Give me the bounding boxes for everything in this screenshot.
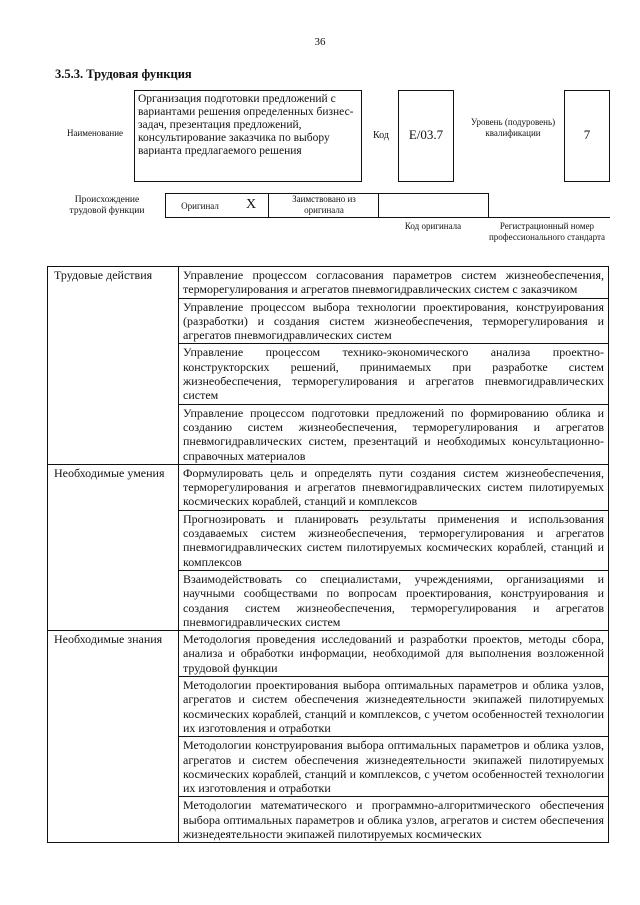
level-box xyxy=(564,90,610,182)
items-cell xyxy=(179,464,609,630)
origin-divider-2 xyxy=(378,193,379,218)
list-item: Методология проведения исследований и разработки проектов, методы сбора, анализа и обработки информации, необходимой для выполнения возложенной трудовой функции xyxy=(183,632,604,675)
list-item: Управление процессом подготовки предложений по формированию облика и созданию систем жизнеобеспечения, терморегулирования и агрегатов пневмогидравлических систем, презентаций и необходимых консультационно-справочных материалов xyxy=(179,404,608,464)
level-label: Уровень (подуровень) квалификации xyxy=(470,117,556,138)
category-cell: Необходимые умения xyxy=(48,464,179,630)
original-label: Оригинал xyxy=(181,201,219,211)
code-value: E/03.7 xyxy=(408,127,444,142)
code-label: Код xyxy=(373,130,389,141)
reg-number-label: Регистрационный номер профессионального стандарта xyxy=(488,221,606,242)
original-mark: X xyxy=(245,197,257,212)
list-item: Прогнозировать и планировать результаты применения и использования создаваемых систем жизнеобеспечения, терморегулирования и агрегатов пневмогидравлических систем пилотируемых космических кораблей, станций и комплексов xyxy=(179,510,608,570)
code-box xyxy=(398,90,454,182)
list-item: Управление процессом выбора технологии проектирования, конструирования (разработки) и создания систем жизнеобеспечения, терморегулирования и агрегатов пневмогидравлических систем xyxy=(179,298,608,344)
items-cell xyxy=(179,267,609,465)
list-item: Методологии проектирования выбора оптимальных параметров и облика узлов, агрегатов и систем обеспечения жизнедеятельности экипажей пилотируемых космических кораблей, станций и комплексов, с учетом особенностей технологии их изготовления и отработки xyxy=(179,676,608,736)
list-item: Методологии конструирования выбора оптимальных параметров и облика узлов, агрегатов и систем обеспечения жизнедеятельности экипажей пилотируемых космических кораблей, станций и комплексов, с учетом особенностей технологии их изготовления и отработки xyxy=(179,736,608,796)
category-cell: Необходимые знания xyxy=(48,631,179,843)
borrowed-label: Заимствовано из оригинала xyxy=(292,194,356,215)
items-cell xyxy=(179,631,609,843)
origin-label: Происхождение трудовой функции xyxy=(69,195,145,216)
category-cell: Трудовые действия xyxy=(48,267,179,465)
table-row xyxy=(48,631,609,843)
name-value: Организация подготовки предложений с вариантами решения определенных бизнес-задач, презентация предложений, консультирование заказчика по выбору варианта предлагаемого решения xyxy=(138,93,354,157)
table-row xyxy=(48,464,609,630)
name-label: Наименование xyxy=(66,128,124,138)
list-item: Формулировать цель и определять пути создания систем жизнеобеспечения, терморегулирования и агрегатов пневмогидравлических систем пилотируемых космических кораблей, станций и комплексов xyxy=(183,465,604,509)
code-original-label: Код оригинала xyxy=(404,221,462,231)
origin-divider-1 xyxy=(268,193,269,218)
page-number: 36 xyxy=(314,36,326,48)
reg-number-underline xyxy=(482,217,610,218)
list-item: Методологии математического и программно-алгоритмического обеспечения выбора оптимальных параметров и облика узлов, агрегатов и систем обеспечения жизнедеятельности экипажей пилотируемых космических xyxy=(179,796,608,842)
table-row xyxy=(48,267,609,465)
list-item: Взаимодействовать со специалистами, учреждениями, организациями и научными сообществами по вопросам проектирования, конструирования и создания систем жизнеобеспечения, терморегулирования и агрегатов пневмогидравлических систем xyxy=(179,570,608,630)
level-value: 7 xyxy=(583,127,591,142)
name-box xyxy=(134,90,362,182)
list-item: Управление процессом технико-экономического анализа проектно-конструкторских решений, принимаемых при разработке систем жизнеобеспечения, терморегулирования и агрегатов пневмогидравлических систем xyxy=(179,343,608,403)
labor-function-table xyxy=(47,266,609,843)
section-title: 3.5.3. Трудовая функция xyxy=(55,67,192,81)
list-item: Управление процессом согласования параметров систем жизнеобеспечения, терморегулирования и агрегатов пневмогидравлических систем с заказчиком xyxy=(183,268,604,297)
